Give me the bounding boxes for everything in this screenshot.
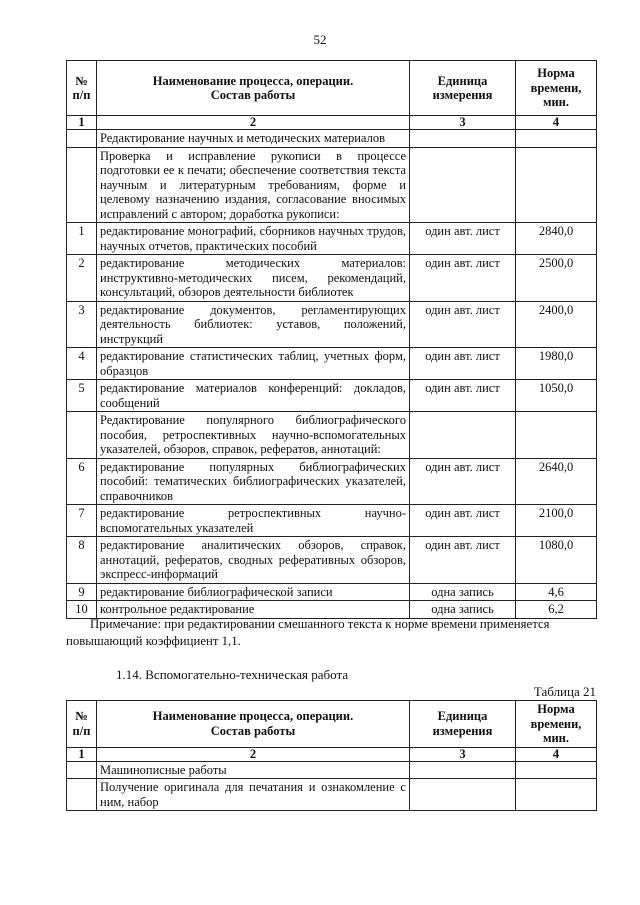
table-header	[67, 701, 597, 748]
row-number: 5	[67, 380, 97, 412]
row-number: 8	[67, 537, 97, 584]
row-unit: один авт. лист	[410, 348, 516, 380]
row-number: 6	[67, 458, 97, 505]
row-description: Проверка и исправление рукописи в процессе подготовки ее к печати; обеспечение соответствия текста научным и литературным требованиям, форме и целевому назначению издания, согласование вносимых исправлений с автором; доработка рукописи:	[97, 147, 410, 223]
table-row	[67, 505, 597, 537]
row-number	[67, 147, 97, 223]
header-name: Наименование процесса, операции. Состав работы	[97, 61, 410, 116]
row-norm	[516, 779, 597, 811]
row-unit: один авт. лист	[410, 537, 516, 584]
header-unit: Единица измерения	[410, 701, 516, 748]
header-name: Наименование процесса, операции. Состав работы	[97, 701, 410, 748]
table-row	[67, 301, 597, 348]
row-number: 4	[67, 348, 97, 380]
row-description: Машинописные работы	[97, 761, 410, 779]
row-unit	[410, 761, 516, 779]
row-number: 7	[67, 505, 97, 537]
table-row	[67, 255, 597, 302]
row-unit	[410, 147, 516, 223]
row-unit: один авт. лист	[410, 301, 516, 348]
row-number	[67, 130, 97, 148]
row-number: 10	[67, 601, 97, 619]
row-unit: одна запись	[410, 601, 516, 619]
table-label: Таблица 21	[533, 684, 596, 699]
row-norm: 1080,0	[516, 537, 597, 584]
row-norm	[516, 412, 597, 459]
row-description: Редактирование популярного библиографического пособия, ретроспективных научно-вспомогательных указателей, обзоров, справок, рефератов, аннотаций:	[97, 412, 410, 459]
norms-table-21	[66, 700, 597, 811]
row-unit: один авт. лист	[410, 255, 516, 302]
table-row	[67, 130, 597, 148]
row-description: редактирование материалов конференций: докладов, сообщений	[97, 380, 410, 412]
column-numbers-row: 1 2 3 4	[67, 116, 597, 130]
row-number: 2	[67, 255, 97, 302]
note: Примечание: при редактировании смешанного текста к норме времени применяется	[90, 617, 550, 631]
table-row	[67, 458, 597, 505]
header-unit: Единица измерения	[410, 61, 516, 116]
row-unit: один авт. лист	[410, 505, 516, 537]
table-row	[67, 380, 597, 412]
row-norm: 6,2	[516, 601, 597, 619]
row-unit: один авт. лист	[410, 380, 516, 412]
row-description: редактирование монографий, сборников научных трудов, научных отчетов, практических пособий	[97, 223, 410, 255]
row-norm: 2100,0	[516, 505, 597, 537]
column-numbers-row: 1 2 3 4	[67, 747, 597, 761]
row-norm	[516, 147, 597, 223]
row-description: Получение оригинала для печатания и ознакомление с ним, набор	[97, 779, 410, 811]
row-number	[67, 761, 97, 779]
norms-table-20	[66, 60, 597, 619]
table-row	[67, 348, 597, 380]
table-row	[67, 583, 597, 601]
row-norm: 2640,0	[516, 458, 597, 505]
row-norm: 4,6	[516, 583, 597, 601]
row-number: 1	[67, 223, 97, 255]
row-unit	[410, 412, 516, 459]
row-description: редактирование аналитических обзоров, справок, аннотаций, рефератов, сводных реферативных обзоров, экспресс-информаций	[97, 537, 410, 584]
row-description: редактирование статистических таблиц, учетных форм, образцов	[97, 348, 410, 380]
page-number: 52	[313, 32, 327, 47]
table-row	[67, 761, 597, 779]
row-unit: одна запись	[410, 583, 516, 601]
note-continuation: повышающий коэффициент 1,1.	[66, 634, 241, 648]
row-number: 9	[67, 583, 97, 601]
section-title: 1.14. Вспомогательно-техническая работа	[116, 667, 349, 682]
row-norm: 1980,0	[516, 348, 597, 380]
row-unit: один авт. лист	[410, 458, 516, 505]
row-number: 3	[67, 301, 97, 348]
row-unit	[410, 779, 516, 811]
row-unit: один авт. лист	[410, 223, 516, 255]
row-description: редактирование популярных библиографических пособий: тематических библиографических указателей, справочников	[97, 458, 410, 505]
row-norm	[516, 130, 597, 148]
row-norm	[516, 761, 597, 779]
table-row	[67, 779, 597, 811]
table-row	[67, 537, 597, 584]
row-description: Редактирование научных и методических материалов	[97, 130, 410, 148]
row-description: редактирование методических материалов: инструктивно-методических писем, рекомендаций, консультаций, обзоров деятельности библиотек	[97, 255, 410, 302]
row-unit	[410, 130, 516, 148]
row-number	[67, 779, 97, 811]
row-description: редактирование ретроспективных научно-вспомогательных указателей	[97, 505, 410, 537]
row-norm: 1050,0	[516, 380, 597, 412]
row-norm: 2840,0	[516, 223, 597, 255]
row-description: контрольное редактирование	[97, 601, 410, 619]
row-description: редактирование документов, регламентирующих деятельность библиотек: уставов, положений, инструкций	[97, 301, 410, 348]
table-row	[67, 147, 597, 223]
table-header	[67, 61, 597, 116]
header-num: № п/п	[67, 701, 97, 748]
row-number	[67, 412, 97, 459]
header-num: № п/п	[67, 61, 97, 116]
table-row	[67, 412, 597, 459]
header-norm: Норма времени, мин.	[516, 61, 597, 116]
row-norm: 2500,0	[516, 255, 597, 302]
table-row	[67, 223, 597, 255]
header-norm: Норма времени, мин.	[516, 701, 597, 748]
row-description: редактирование библиографической записи	[97, 583, 410, 601]
row-norm: 2400,0	[516, 301, 597, 348]
